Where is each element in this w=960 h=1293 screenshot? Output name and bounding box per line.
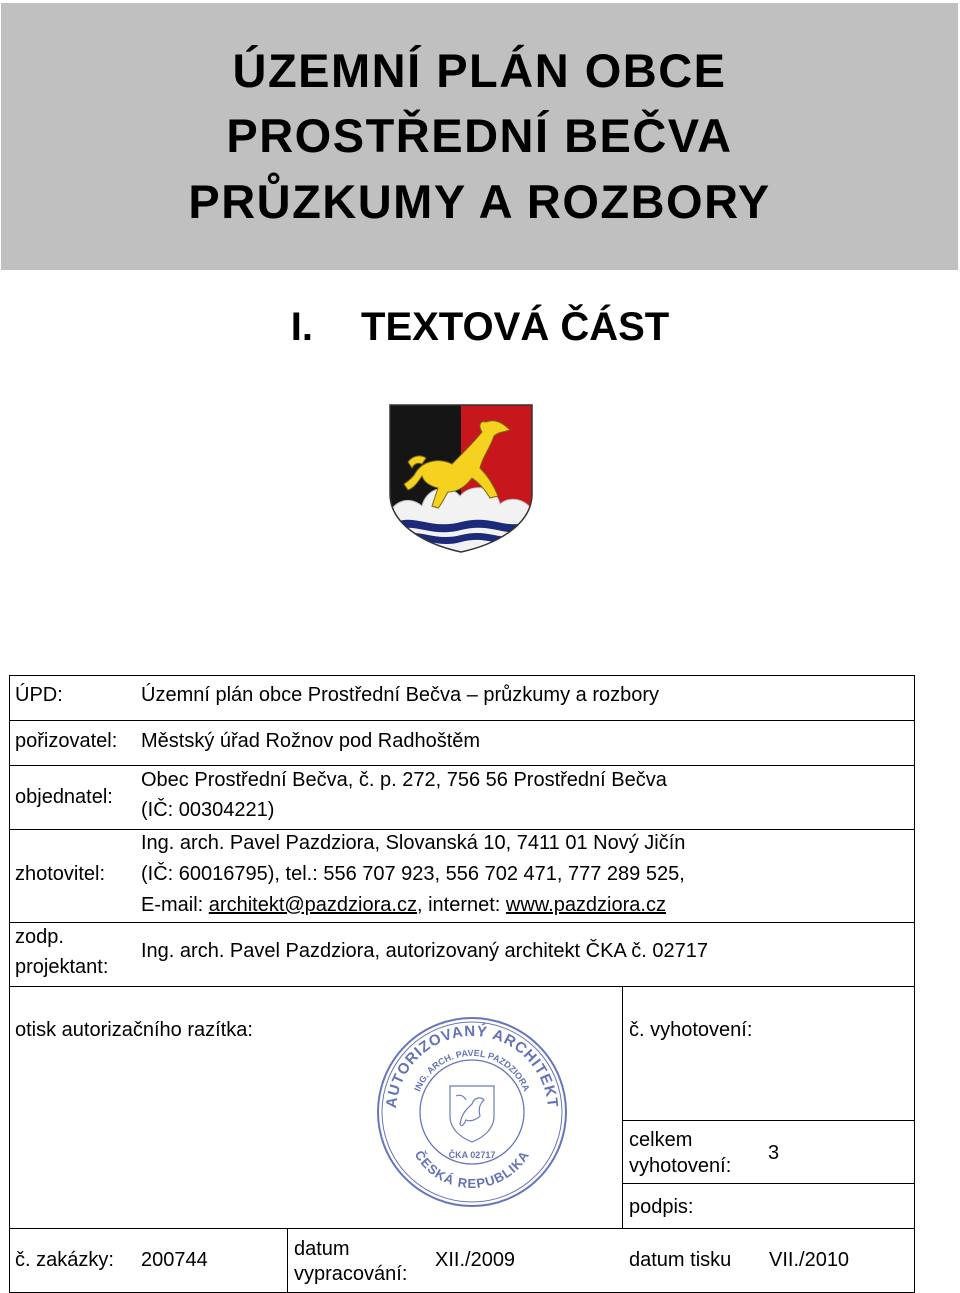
title-line-2: PROSTŘEDNÍ BEČVA (226, 109, 733, 162)
authorization-stamp-icon (372, 1012, 572, 1212)
stamp-top-text: AUTORIZOVANÝ ARCHITEKT (382, 1022, 562, 1109)
title-block (1, 3, 958, 270)
upd-value: Územní plán obce Prostřední Bečva – průzkumy a rozbory (141, 684, 660, 706)
internet-prefix: , internet: (416, 894, 506, 916)
coat-of-arms-icon (386, 402, 536, 554)
datum-vypracovani-label-1: datum (294, 1238, 350, 1260)
zodp-label-2: projektant: (15, 956, 109, 978)
zhotovitel-line-2: (IČ: 60016795), tel.: 556 707 923, 556 702 471, 777 289 525, (141, 863, 685, 885)
svg-text:AUTORIZOVANÝ ARCHITEKT (383, 1022, 561, 1109)
stamp-number: ČKA 02717 (448, 1150, 496, 1160)
email-link[interactable]: architekt@pazdziora.cz (208, 894, 417, 916)
porizovatel-label: pořizovatel: (15, 730, 118, 752)
email-prefix: E-mail: (141, 894, 209, 916)
stamp-label: otisk autorizačního razítka: (15, 1019, 253, 1041)
celkem-value: 3 (768, 1142, 780, 1164)
stamp-inner-text: ING. ARCH. PAVEL PAZDZIORA (412, 1047, 532, 1093)
datum-tisku-value: VII./2010 (769, 1249, 850, 1271)
porizovatel-value: Městský úřad Rožnov pod Radhoštěm (141, 730, 481, 752)
zhotovitel-line-1: Ing. arch. Pavel Pazdziora, Slovanská 10, 7411 01 Nový Jičín (141, 832, 686, 854)
zakazka-value: 200744 (141, 1249, 208, 1271)
zhotovitel-line-3 (141, 894, 666, 917)
stamp-bottom-text: ČESKÁ REPUBLIKA (411, 1147, 533, 1192)
datum-vypracovani-label-2: vypracování: (294, 1263, 408, 1285)
zodp-value: Ing. arch. Pavel Pazdziora, autorizovaný architekt ČKA č. 02717 (141, 940, 708, 962)
section-heading (0, 305, 960, 350)
zakazka-label: č. zakázky: (15, 1249, 114, 1271)
podpis-label: podpis: (629, 1196, 694, 1218)
zhotovitel-label: zhotovitel: (15, 863, 106, 885)
datum-vypracovani-value: XII./2009 (435, 1249, 516, 1271)
celkem-label-2: vyhotovení: (629, 1155, 732, 1177)
upd-label: ÚPD: (15, 684, 63, 706)
c-vyhotoveni-label: č. vyhotovení: (629, 1019, 753, 1041)
title-line-3: PRŮZKUMY A ROZBORY (188, 175, 771, 228)
web-link[interactable]: www.pazdziora.cz (505, 894, 666, 916)
objednatel-line-1: Obec Prostřední Bečva, č. p. 272, 756 56 Prostřední Bečva (141, 769, 667, 791)
objednatel-label: objednatel: (15, 786, 113, 808)
title-line-1: ÚZEMNÍ PLÁN OBCE (232, 44, 727, 97)
objednatel-line-2: (IČ: 00304221) (141, 799, 275, 821)
datum-tisku-label: datum tisku (629, 1249, 732, 1271)
section-number: I. (290, 305, 314, 349)
celkem-label-1: celkem (629, 1129, 693, 1151)
section-name: TEXTOVÁ ČÁST (361, 305, 670, 349)
zodp-label-1: zodp. (15, 926, 64, 948)
